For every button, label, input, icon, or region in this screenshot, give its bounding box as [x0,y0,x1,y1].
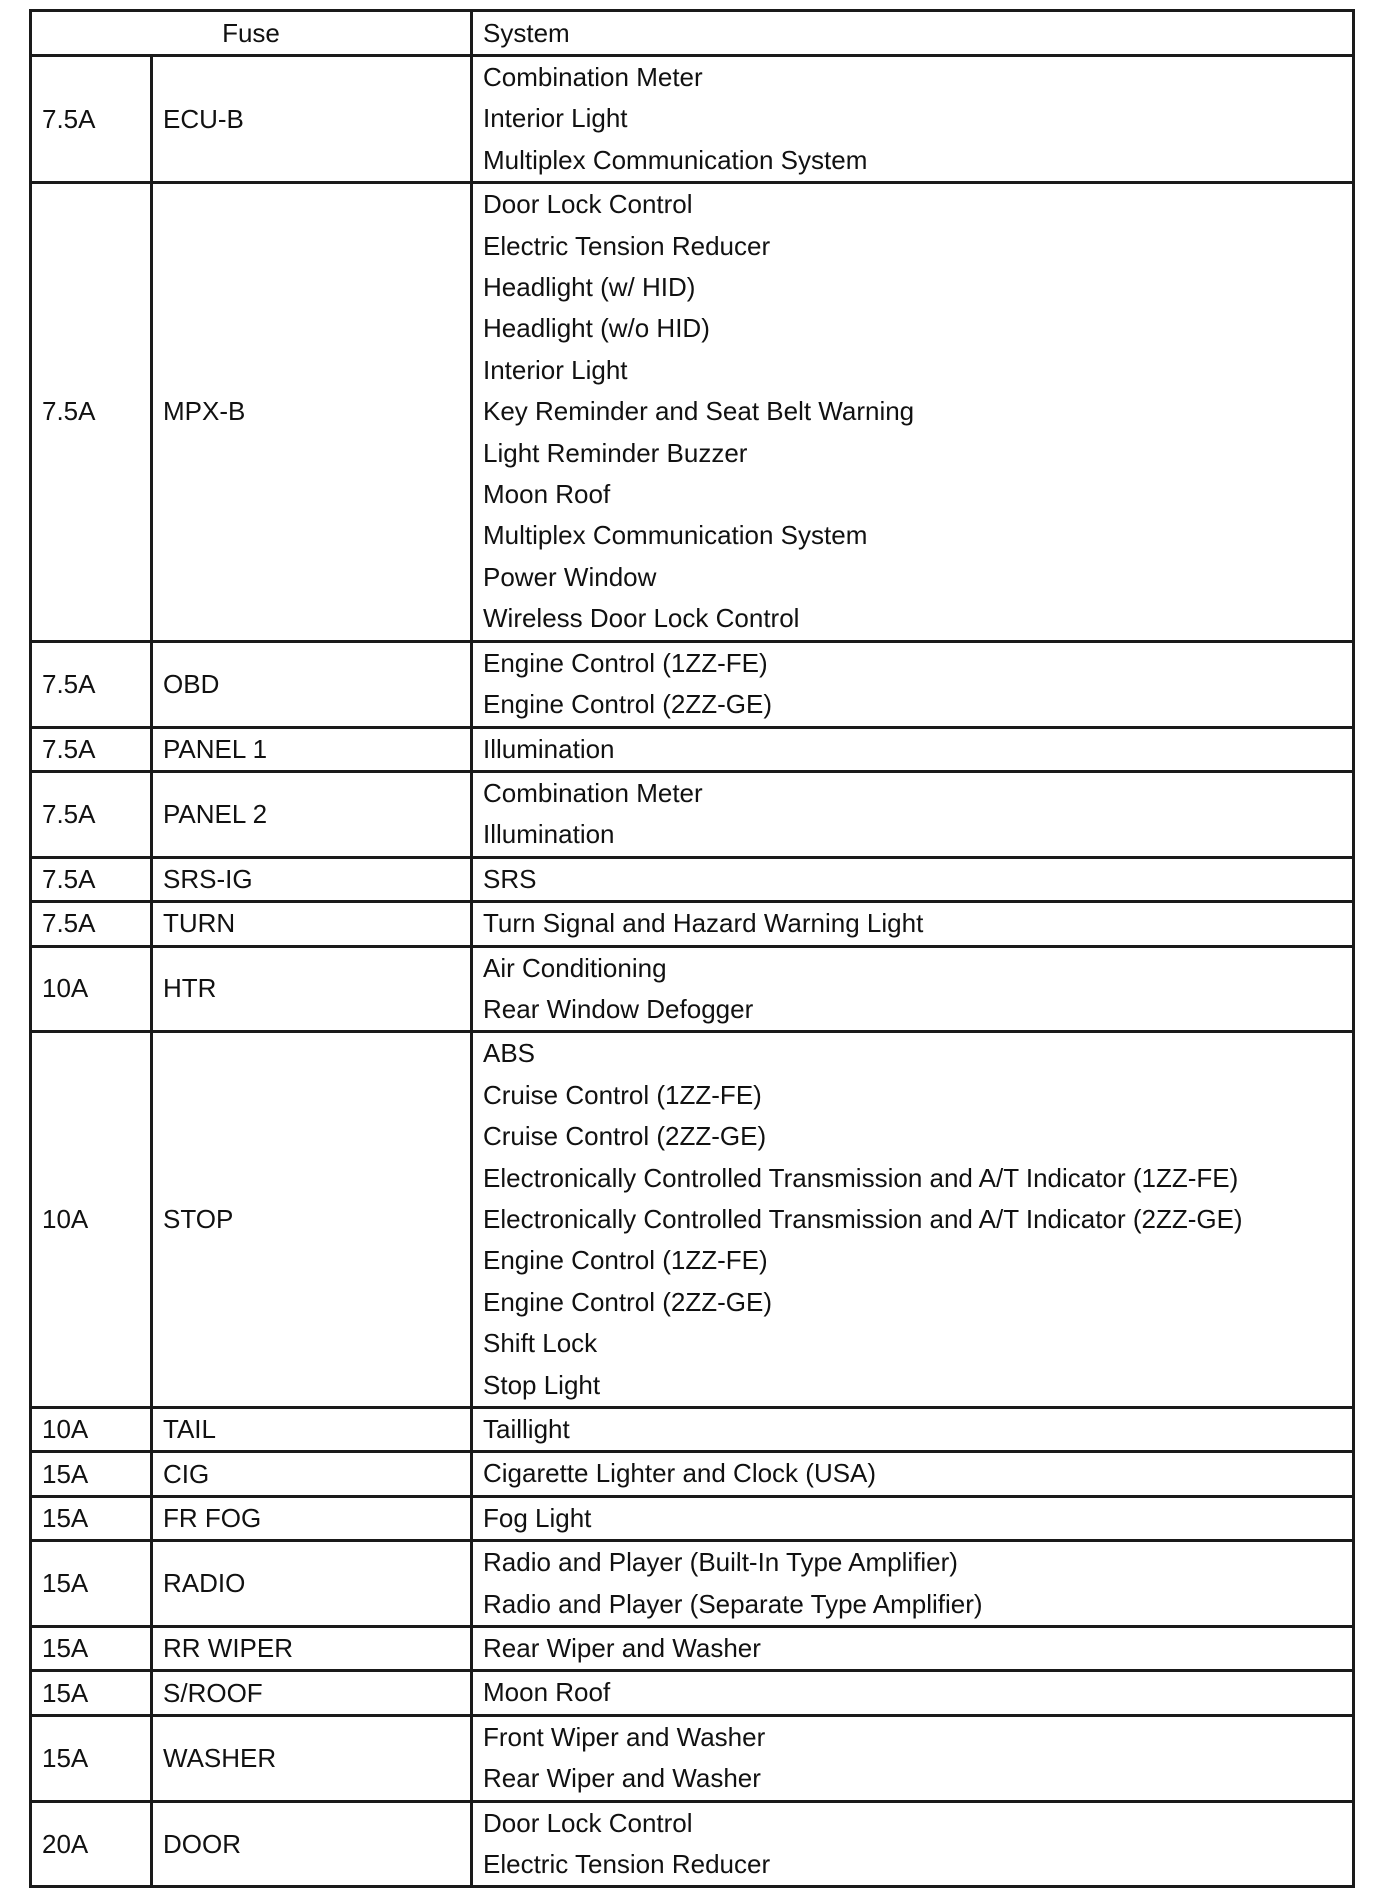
fuse-amperage: 7.5A [31,857,152,901]
fuse-name: WASHER [152,1715,472,1801]
system-item: Door Lock Control [483,189,693,220]
system-item: Door Lock Control [483,1807,693,1838]
table-row [31,857,1354,901]
fuse-amperage: 10A [31,1408,152,1452]
table-row [31,641,1354,727]
fuse-name: DOOR [152,1801,472,1887]
fuse-name: S/ROOF [152,1671,472,1715]
system-item: Headlight (w/o HID) [483,313,710,344]
fuse-name: CIG [152,1452,472,1496]
fuse-systems [472,183,1354,641]
fuse-name: RADIO [152,1541,472,1627]
table-body [31,56,1354,1887]
system-item: Combination Meter [483,777,703,808]
table-row [31,946,1354,1032]
table-row [31,1408,1354,1452]
fuse-systems [472,857,1354,901]
system-item: Power Window [483,561,657,592]
table-row [31,1496,1354,1540]
system-item: Rear Window Defogger [483,993,754,1024]
table-row [31,1671,1354,1715]
fuse-systems [472,1452,1354,1496]
system-item: Engine Control (1ZZ-FE) [483,1245,768,1276]
fuse-name: FR FOG [152,1496,472,1540]
fuse-amperage: 7.5A [31,727,152,771]
fuse-systems [472,1032,1354,1408]
fuse-name: TURN [152,902,472,946]
system-item: Taillight [483,1414,570,1444]
table-row [31,1627,1354,1671]
system-item: Engine Control (1ZZ-FE) [483,647,768,678]
system-item: Rear Wiper and Washer [483,1763,761,1794]
fuse-amperage: 15A [31,1715,152,1801]
table-row [31,1452,1354,1496]
fuse-name: OBD [152,641,472,727]
system-item: Illumination [483,819,615,850]
fuse-systems [472,1541,1354,1627]
fuse-systems [472,1496,1354,1540]
fuse-name: ECU-B [152,56,472,183]
fuse-systems [472,1627,1354,1671]
system-item: Multiplex Communication System [483,144,868,175]
system-item: Electronically Controlled Transmission and A/T Indicator (1ZZ-FE) [483,1162,1239,1193]
fuse-systems [472,771,1354,857]
fuse-name: HTR [152,946,472,1032]
table-row [31,727,1354,771]
fuse-name: PANEL 2 [152,771,472,857]
header-row [31,11,1354,56]
fuse-systems [472,1408,1354,1452]
fuse-amperage: 7.5A [31,641,152,727]
system-item: Illumination [483,733,615,764]
fuse-amperage: 10A [31,1032,152,1408]
table-row [31,183,1354,641]
fuse-amperage: 7.5A [31,771,152,857]
fuse-systems [472,1801,1354,1887]
fuse-name: STOP [152,1032,472,1408]
system-item: Moon Roof [483,479,611,510]
system-item: Radio and Player (Separate Type Amplifier) [483,1588,983,1619]
fuse-amperage: 15A [31,1452,152,1496]
system-item: Headlight (w/ HID) [483,272,696,303]
fuse-amperage: 7.5A [31,56,152,183]
system-item: Electric Tension Reducer [483,1849,771,1880]
fuse-systems [472,1671,1354,1715]
system-item: Engine Control (2ZZ-GE) [483,1286,772,1317]
table-row [31,1032,1354,1408]
system-item: Radio and Player (Built-In Type Amplifier) [483,1547,958,1578]
system-item: Wireless Door Lock Control [483,603,800,634]
fuse-name: TAIL [152,1408,472,1452]
system-item: Cruise Control (2ZZ-GE) [483,1121,767,1152]
system-item: Fog Light [483,1502,592,1533]
fuse-name: MPX-B [152,183,472,641]
table-row [31,1541,1354,1627]
fuse-amperage: 20A [31,1801,152,1887]
table-row [31,1801,1354,1887]
fuse-amperage: 15A [31,1671,152,1715]
fuse-amperage: 7.5A [31,902,152,946]
system-item: Rear Wiper and Washer [483,1633,761,1664]
fuse-systems [472,727,1354,771]
fuse-name: PANEL 1 [152,727,472,771]
fuse-systems [472,56,1354,183]
table-header [31,11,1354,56]
table-row [31,771,1354,857]
system-item: Front Wiper and Washer [483,1721,766,1752]
fuse-name: RR WIPER [152,1627,472,1671]
fuse-amperage: 10A [31,946,152,1032]
fuse-table [29,9,1355,1888]
fuse-systems [472,902,1354,946]
system-item: Engine Control (2ZZ-GE) [483,689,772,720]
fuse-name: SRS-IG [152,857,472,901]
fuse-amperage: 7.5A [31,183,152,641]
system-item: Stop Light [483,1369,601,1400]
system-item: Cigarette Lighter and Clock (USA) [483,1458,877,1489]
fuse-column-header: Fuse [31,11,472,56]
system-item: Turn Signal and Hazard Warning Light [483,908,924,939]
fuse-amperage: 15A [31,1541,152,1627]
system-item: Cruise Control (1ZZ-FE) [483,1079,762,1110]
system-item: Electric Tension Reducer [483,230,771,261]
fuse-systems [472,946,1354,1032]
system-item: Interior Light [483,103,628,134]
system-item: Multiplex Communication System [483,520,868,551]
system-item: Light Reminder Buzzer [483,437,748,468]
system-item: ABS [483,1038,536,1069]
system-item: Air Conditioning [483,952,667,983]
system-item: SRS [483,863,537,894]
table-row [31,1715,1354,1801]
system-column-header: System [472,11,1354,56]
table-row [31,56,1354,183]
table-row [31,902,1354,946]
fuse-amperage: 15A [31,1627,152,1671]
system-item: Shift Lock [483,1328,598,1359]
fuse-systems [472,641,1354,727]
system-item: Combination Meter [483,62,703,92]
fuse-systems [472,1715,1354,1801]
fuse-amperage: 15A [31,1496,152,1540]
system-item: Key Reminder and Seat Belt Warning [483,396,915,427]
system-item: Interior Light [483,354,628,385]
system-item: Electronically Controlled Transmission and A/T Indicator (2ZZ-GE) [483,1203,1243,1234]
system-item: Moon Roof [483,1677,611,1708]
